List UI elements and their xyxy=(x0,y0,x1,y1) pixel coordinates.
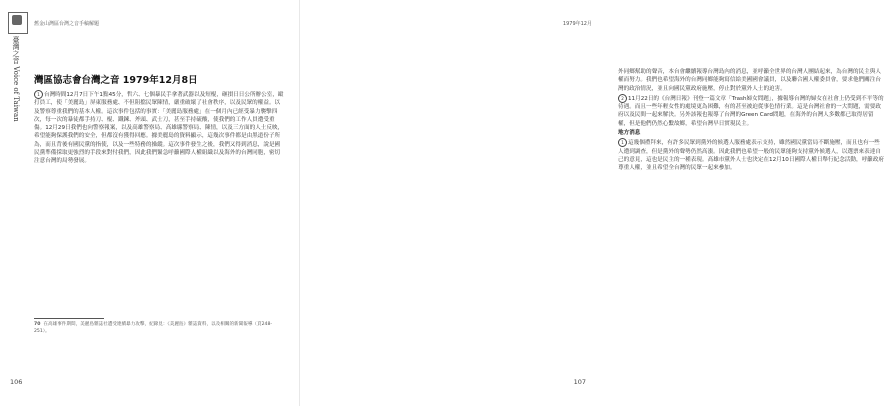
logo-mark-icon xyxy=(12,15,22,25)
left-page xyxy=(0,0,300,406)
right-page xyxy=(300,0,884,406)
body-paragraph xyxy=(34,90,284,166)
right-body-text xyxy=(618,68,884,174)
right-page-number: 107 xyxy=(573,378,586,386)
body-paragraph xyxy=(618,138,884,172)
paragraph-text: 11月22日的《台灣日報》刊登一篇文章「Trash婦女問題」，據報導台灣的婦女在社會上仍受到不平等的待遇。而且一些年輕女性的處境更為困難，有的甚至被迫從事色情行業。這是台灣社會的一大問題，需要政府以及民間一起來解決。另外該報也報導了台灣的Green Card問題，在海外的台灣人多數都已取得居留權，但是他們仍然心繫故鄉，希望台灣早日實現民主。 xyxy=(618,95,884,127)
body-paragraph xyxy=(618,94,884,128)
footnote xyxy=(34,322,284,336)
paragraph-number: 1 xyxy=(34,90,43,99)
footnote-rule xyxy=(34,318,104,319)
section-title: 灣區協志會台灣之音 1979年12月8日 xyxy=(34,75,198,86)
paragraph-number: 1 xyxy=(618,138,627,147)
paragraph-text: 外同鄉幫助的聲音，本台會繼續報導台灣島內的消息，並呼籲全世界的台灣人團結起來，為台灣的民主與人權而努力。我們也希望海外的台灣同鄉能夠寫信給美國國會議員，以及聯合國人權委員會，要求他們關注台灣的政治情況，並且向國民黨政府施壓，停止對於黨外人士的迫害。 xyxy=(618,69,881,92)
series-logo xyxy=(8,12,28,34)
right-running-head: 1979年12月 xyxy=(562,21,592,27)
left-page-number: 106 xyxy=(10,378,23,386)
paragraph-number: 2 xyxy=(618,94,627,103)
paragraph-text: 這幾個禮拜來，有許多民眾到黨外的候選人服務處表示支持，雖然國民黨當局不斷施壓，而且也有一些人遭到調查，但是黨外的聲勢仍然高漲。因此我們也希望一般的民眾能夠支持黨外候選人，以選票來表達自己的意見，這也是民主的一種表現。高雄市黨外人士也決定在12月10日國際人權日舉行紀念活動，呼籲政府尊重人權，並且希望全台灣的民眾一起來參加。 xyxy=(618,140,884,172)
left-running-head: 舊金山灣區台灣之音手稿解題 xyxy=(34,21,100,27)
left-body-text xyxy=(34,90,284,167)
footnote-number: 70 xyxy=(34,322,41,327)
vertical-series-label: 臺灣之音 Voice of Taiwan xyxy=(12,36,20,122)
footnote-text: 在高雄事件期間，美麗島雜誌社遭受連續暴力攻擊，紀錄見：《美麗島》雜誌資料，以及相關的新聞報導（頁248-251）。 xyxy=(34,322,273,334)
subheading: 地方消息 xyxy=(618,130,641,137)
body-paragraph xyxy=(618,68,884,93)
paragraph-text: 台灣時間12月7日下午1點45分，哲六、七個暴民手拿著武器以及短棍，砸損日日公所辦公室，毆打員工，使「美麗島」屏東服務處、不但阻擋民眾陳情，嚴重破壞了社會秩序，以及民眾的權益。以及警察尊重我們的基本人權。這次事件包括的事實：「美麗島服務處」在一個月內已經受暴力襲擊四次，每一次的暴徒都手持刀、棍、鐵鍊、斧頭、武士刀，甚至手持硫酸，使我們的工作人員遭受重傷。12月29日我們也向警察報案，以及高雄警察局、高雄縣警察局、陳情，以及三方面的人士反映，希望能夠保護我們的安全，但都沒有獲得回應。據美麗島的資料顯示，這幾次事件都是由黑道份子所為，而且背後有國民黨的指使，以及一些特務的操縱。這次事件發生之後，我們又得到消息，說是國民黨準備採取更強烈的手段來對付我們，因此我們緊急呼籲國際人權組織以及海外的台灣同胞，密切注意台灣的局勢發展。 xyxy=(34,92,284,165)
